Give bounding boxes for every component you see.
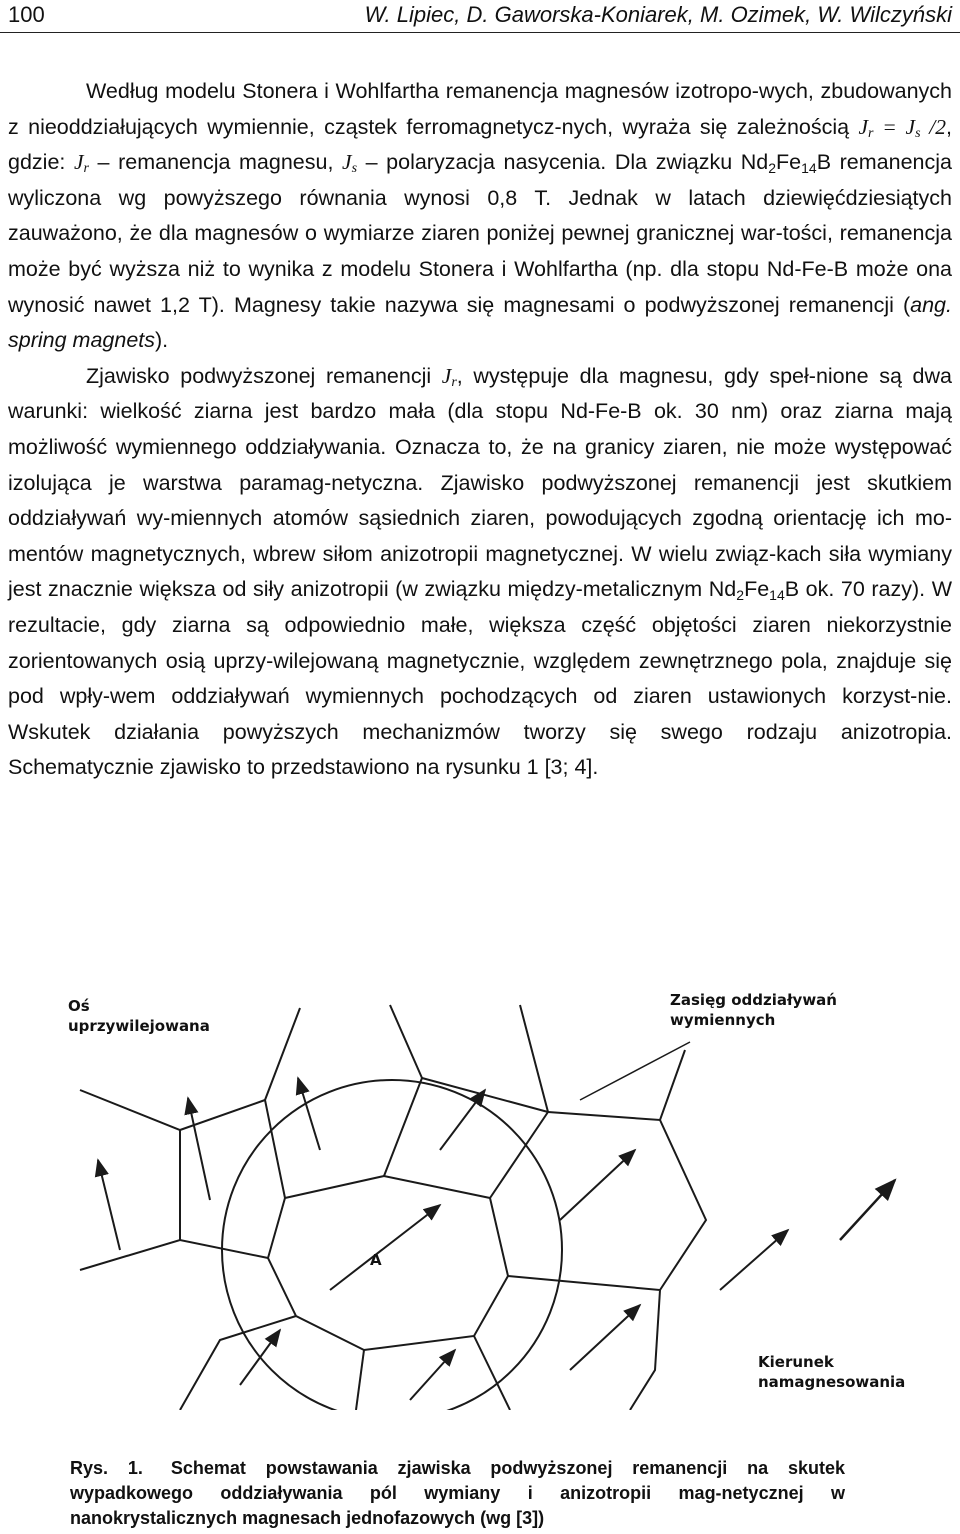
symbol-jr: $J_r$ <box>73 150 89 177</box>
figure-caption <box>70 1456 845 1531</box>
label-line: uprzywilejowana <box>68 1017 210 1035</box>
formula-nd2fe14b: $_2Fe_{14}$ <box>736 577 785 604</box>
grain-boundary <box>508 1276 660 1410</box>
text-span: B remanencja wyliczona wg powyższego równania wynosi 0,8 T. Jednak w latach dziewięćdziesiątych zauważono, że dla magnesów o wymiarze ziaren poniżej pewnej granicznej war-tości, remanencja może być wyższa niż to wynika z modelu Stonera i Wohlfartha (np. dla stopu Nd-Fe-B może ona wynosić nawet 1,2 T). Magnesy takie nazywa się magnesami o podwyższonej remanencji ( <box>8 150 952 317</box>
moment-arrow <box>98 1160 120 1250</box>
text-span: Według modelu Stonera i Wohlfartha remanencja magnesów izotropo-wych, zbudowanych z nieoddziałujących wymiennie, cząstek ferromagnetycz-nych, wyraża się zależnością <box>8 79 952 139</box>
grain-center-a <box>268 1176 508 1350</box>
text-span: , występuje dla magnesu, gdy speł-nione są dwa warunki: wielkość ziarna jest bardzo mała (dla stopu Nd-Fe-B ok. 30 nm) oraz ziarna mają możliwość wymiennego oddziaływania. Oznacza to, że na granicy ziaren, nie może występować izolująca je warstwa paramag-netyczna. Zjawisko podwyższonej remanencji jest skutkiem oddziaływań wy-miennych atomów sąsiednich ziaren, powodujących zgodną orientację ich mo-mentów magnetycznych, wbrew siłom anizotropii magnetycznej. W wielu związ-kach siła wymiany jest znacznie większa od siły anizotropii (w związku między-metalicznym Nd <box>8 363 952 602</box>
exchange-range-circle <box>222 1080 562 1410</box>
label-line: Zasięg oddziaływań <box>670 991 837 1009</box>
grain-boundaries <box>80 1005 706 1410</box>
text-span: ). <box>155 328 169 353</box>
caption-label: Rys. 1. <box>70 1458 143 1478</box>
label-grain-a: A <box>370 1251 382 1269</box>
caption-text: Schemat powstawania zjawiska podwyższonej remanencji na skutek wypadkowego oddziaływania pól wymiany i anizotropii mag-netycznej w nanokrystalicznych magnesach jednofazowych (wg [3]) <box>70 1458 845 1528</box>
text-span: – polaryzacja nasycenia. Dla związku Nd <box>357 150 769 175</box>
moment-arrow <box>720 1230 788 1290</box>
grain-boundary <box>80 1090 265 1130</box>
moment-arrow <box>440 1090 485 1150</box>
page-header <box>0 0 960 33</box>
grain-boundary <box>80 1240 268 1270</box>
text-span: – remanencja magnesu, <box>88 150 343 175</box>
label-line: namagnesowania <box>758 1373 906 1391</box>
label-line: wymiennych <box>670 1011 776 1029</box>
grain-boundary <box>474 1336 510 1410</box>
moment-arrow <box>410 1350 455 1400</box>
grain-boundary <box>548 1050 685 1120</box>
formula-nd2fe14b: $_2Fe_{14}$ <box>768 150 817 177</box>
symbol-js: $J_s$ <box>342 150 358 177</box>
grain-boundary <box>356 1350 364 1410</box>
grain-boundary <box>265 1008 300 1198</box>
label-magnetization-direction <box>758 1352 905 1392</box>
text-span: B ok. 70 razy). W rezultacie, gdy ziarna są odpowiednio małe, większa część objętości ziaren niekorzystnie zorientowanych osią uprzy-wilejowaną magnetycznie, względem zewnętrznego pola, znajduje się pod wpły-wem oddziaływań wymiennych pochodzących od ziaren ustawionych korzyst-nie. Wskutek działania powyższych mechanizmów tworzy się swego rodzaju anizotropia. Schematycznie zjawisko to przedstawiono na rysunku 1 [3; 4]. <box>8 577 953 780</box>
moment-arrow <box>330 1205 440 1290</box>
moment-arrow <box>570 1305 640 1370</box>
label-easy-axis <box>68 996 210 1036</box>
grain-boundary <box>384 1005 422 1176</box>
magnetization-arrows <box>98 1078 788 1400</box>
grain-boundary <box>660 1120 706 1290</box>
paragraph-2 <box>8 359 952 786</box>
text-span: Zjawisko podwyższonej remanencji <box>86 363 442 388</box>
range-label-pointer <box>580 1042 690 1100</box>
grain-diagram <box>60 990 940 1410</box>
paragraph-1 <box>8 74 952 359</box>
magnetization-direction-arrow <box>840 1180 895 1240</box>
figure-grain-diagram <box>60 990 940 1410</box>
grain-boundary <box>180 1316 296 1410</box>
text-span: , gdzie: <box>8 114 952 175</box>
page-number: 100 <box>8 2 45 27</box>
body-text <box>8 74 952 786</box>
label-line: Oś <box>68 997 90 1015</box>
formula-jr-js: $J_r = J_s$ /2 <box>858 114 947 141</box>
italic-term: ang. spring magnets <box>8 292 952 353</box>
label-exchange-range <box>670 990 837 1030</box>
moment-arrow <box>298 1078 320 1150</box>
symbol-jr: $J_r$ <box>441 363 457 390</box>
moment-arrow <box>560 1150 635 1220</box>
running-head: W. Lipiec, D. Gaworska-Koniarek, M. Ozimek, W. Wilczyński <box>364 2 952 27</box>
grain-boundary <box>490 1005 548 1198</box>
label-line: Kierunek <box>758 1353 834 1371</box>
anisotropy-axis-arrow <box>188 1098 210 1200</box>
